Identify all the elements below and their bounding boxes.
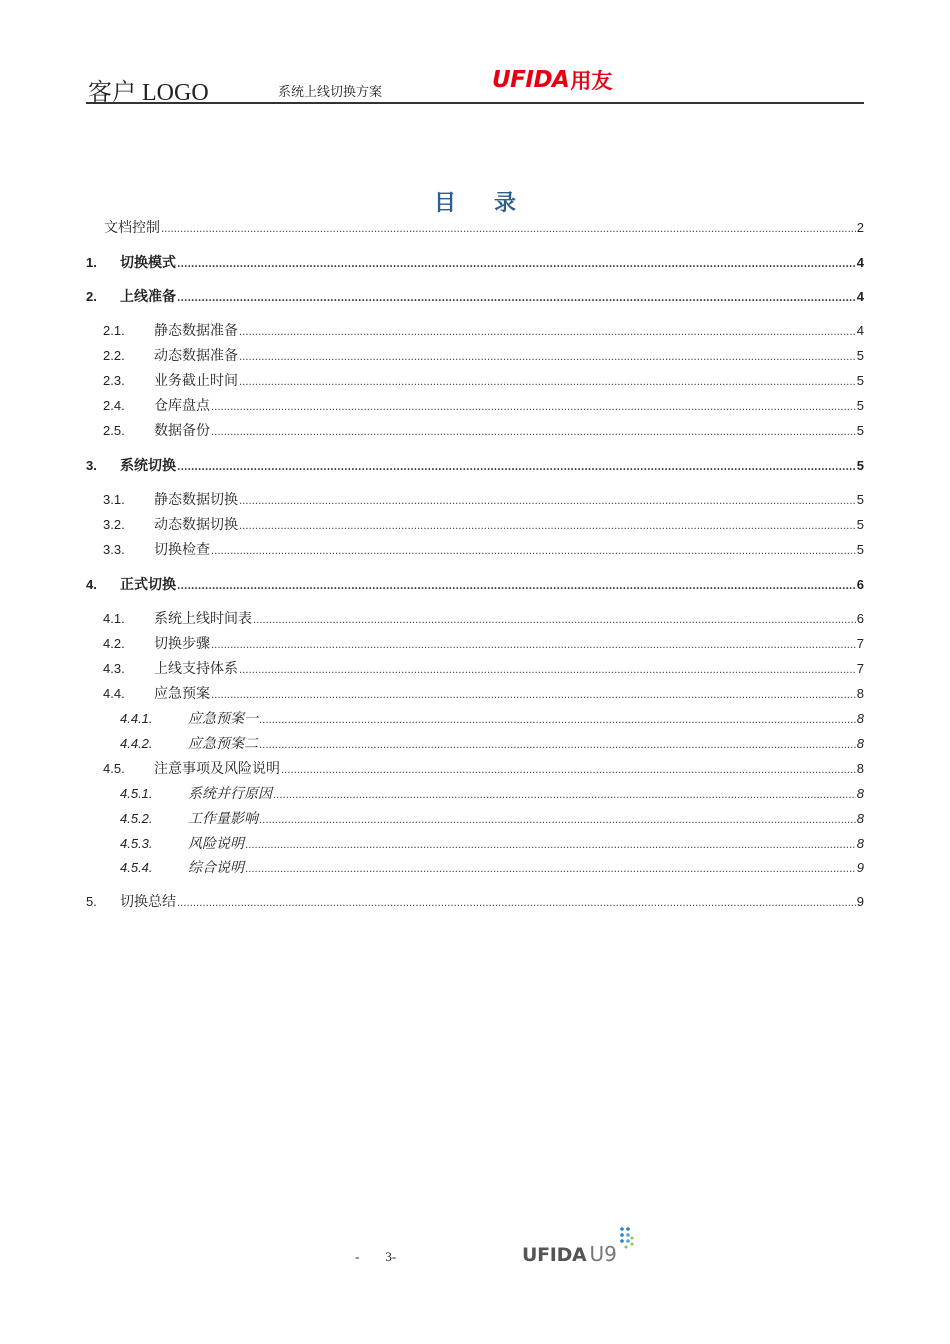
- ufida-brand-logo: [492, 66, 612, 94]
- toc-leader-dots: [253, 611, 856, 631]
- toc-entry-page: 9: [856, 894, 864, 909]
- toc-entry-page: 6: [856, 611, 864, 626]
- toc-leader-dots: [211, 398, 856, 418]
- toc-leader-dots: [239, 373, 856, 393]
- toc-entry-label: 文档控制: [104, 220, 160, 236]
- toc-entry-page: 8: [856, 761, 864, 776]
- toc-entry[interactable]: [86, 287, 864, 307]
- toc-leader-dots: [177, 894, 856, 914]
- toc-entry[interactable]: [86, 515, 864, 535]
- toc-entry-page: 5: [856, 458, 864, 473]
- toc-entry-number: 2.3.: [103, 373, 125, 388]
- toc-entry[interactable]: [86, 575, 864, 595]
- toc-entry-label: 应急预案一: [188, 711, 258, 727]
- document-title: 系统上线切换方案: [278, 85, 383, 100]
- toc-entry-page: 5: [856, 398, 864, 413]
- toc-entry-label: 上线支持体系: [154, 661, 238, 677]
- toc-entry[interactable]: [86, 659, 864, 679]
- toc-entry-page: 7: [856, 636, 864, 651]
- toc-entry-label: 动态数据准备: [154, 348, 238, 364]
- toc-entry-label: 业务截止时间: [154, 373, 238, 389]
- brand-logo-en: UFIDA: [492, 67, 570, 93]
- toc-leader-dots: [273, 786, 856, 806]
- toc-entry-number: 2.5.: [103, 423, 125, 438]
- toc-entry-number: 2.2.: [103, 348, 125, 363]
- toc-entry[interactable]: [86, 218, 864, 238]
- toc-entry-label: 系统切换: [120, 458, 176, 474]
- toc-entry-number: 4.5.4.: [120, 860, 153, 875]
- toc-entry-label: 切换步骤: [154, 636, 210, 652]
- toc-entry-number: 2.4.: [103, 398, 125, 413]
- toc-entry-page: 7: [856, 661, 864, 676]
- toc-entry-number: 3.3.: [103, 542, 125, 557]
- toc-entry-number: 5.: [86, 894, 97, 909]
- toc-entry[interactable]: [86, 490, 864, 510]
- toc-entry-number: 4.2.: [103, 636, 125, 651]
- toc-entry-label: 切换检查: [154, 542, 210, 558]
- toc-entry[interactable]: [86, 759, 864, 779]
- toc-leader-dots: [239, 348, 856, 368]
- toc-leader-dots: [211, 636, 856, 656]
- toc-entry-number: 4.4.: [103, 686, 125, 701]
- toc-entry-page: 9: [856, 860, 864, 875]
- toc-entry-page: 4: [856, 323, 864, 338]
- toc-entry-label: 应急预案二: [188, 736, 258, 752]
- toc-entry-page: 6: [856, 577, 864, 592]
- toc-entry[interactable]: [86, 858, 864, 878]
- toc-entry-number: 3.1.: [103, 492, 125, 507]
- client-logo-placeholder: 客户 LOGO: [88, 80, 209, 106]
- toc-entry-label: 切换总结: [120, 894, 176, 910]
- toc-entry[interactable]: [86, 321, 864, 341]
- toc-leader-dots: [259, 736, 856, 756]
- toc-entry[interactable]: [86, 734, 864, 754]
- toc-entry-number: 4.5.: [103, 761, 125, 776]
- footer-logo-product: U9: [589, 1242, 617, 1266]
- toc-leader-dots: [281, 761, 856, 781]
- toc-entry-page: 8: [856, 811, 864, 826]
- toc-entry[interactable]: [86, 371, 864, 391]
- toc-leader-dots: [177, 577, 856, 597]
- toc-entry-number: 4.1.: [103, 611, 125, 626]
- toc-entry-page: 8: [856, 836, 864, 851]
- toc-entry[interactable]: [86, 892, 864, 912]
- toc-leader-dots: [245, 836, 856, 856]
- toc-entry[interactable]: [86, 253, 864, 273]
- ufida-u9-logo: [522, 1226, 634, 1266]
- toc-title: 目录: [433, 190, 554, 216]
- toc-leader-dots: [177, 458, 856, 478]
- toc-entry-number: 4.5.2.: [120, 811, 153, 826]
- toc-leader-dots: [259, 811, 856, 831]
- toc-entry[interactable]: [86, 684, 864, 704]
- toc-entry-number: 4.5.1.: [120, 786, 153, 801]
- toc-leader-dots: [211, 423, 856, 443]
- toc-leader-dots: [239, 517, 856, 537]
- toc-entry-page: 8: [856, 711, 864, 726]
- toc-entry[interactable]: [86, 834, 864, 854]
- toc-entry-page: 5: [856, 423, 864, 438]
- toc-entry-page: 5: [856, 542, 864, 557]
- toc-entry[interactable]: [86, 709, 864, 729]
- toc-entry[interactable]: [86, 421, 864, 441]
- toc-entry-label: 正式切换: [120, 577, 176, 593]
- toc-entry-page: 5: [856, 348, 864, 363]
- toc-leader-dots: [239, 323, 856, 343]
- toc-entry-label: 数据备份: [154, 423, 210, 439]
- toc-entry-page: 8: [856, 686, 864, 701]
- toc-leader-dots: [177, 255, 856, 275]
- toc-entry-number: 4.4.1.: [120, 711, 153, 726]
- toc-entry-number: 4.4.2.: [120, 736, 153, 751]
- toc-entry-label: 静态数据切换: [154, 492, 238, 508]
- toc-leader-dots: [245, 860, 856, 880]
- toc-entry-label: 风险说明: [188, 836, 244, 852]
- toc-entry-page: 4: [856, 255, 864, 270]
- toc-entry-label: 系统上线时间表: [154, 611, 252, 627]
- toc-entry-page: 4: [856, 289, 864, 304]
- toc-leader-dots: [239, 492, 856, 512]
- toc-entry-number: 1.: [86, 255, 97, 270]
- toc-entry-number: 3.2.: [103, 517, 125, 532]
- toc-entry-label: 注意事项及风险说明: [154, 761, 280, 777]
- toc-entry[interactable]: [86, 609, 864, 629]
- toc-entry-label: 应急预案: [154, 686, 210, 702]
- toc-entry-page: 5: [856, 373, 864, 388]
- toc-entry-label: 动态数据切换: [154, 517, 238, 533]
- toc-leader-dots: [259, 711, 856, 731]
- toc-entry-number: 4.: [86, 577, 97, 592]
- toc-entry-label: 综合说明: [188, 860, 244, 876]
- toc-entry-page: 2: [856, 220, 864, 235]
- toc-entry[interactable]: [86, 634, 864, 654]
- toc-leader-dots: [177, 289, 856, 309]
- toc-entry-label: 仓库盘点: [154, 398, 210, 414]
- toc-entry-number: 2.1.: [103, 323, 125, 338]
- toc-leader-dots: [239, 661, 856, 681]
- toc-entry-label: 上线准备: [120, 289, 176, 305]
- toc-leader-dots: [211, 686, 856, 706]
- brand-logo-cn: 用友: [570, 69, 613, 93]
- toc-entry-page: 5: [856, 517, 864, 532]
- toc-entry-page: 8: [856, 786, 864, 801]
- page-number-value: 3-: [385, 1249, 397, 1264]
- toc-entry[interactable]: [86, 809, 864, 829]
- page-number-dash: -: [355, 1249, 360, 1264]
- page-number: [355, 1249, 396, 1265]
- footer-logo-en: UFIDA: [522, 1244, 587, 1266]
- toc-entry-number: 2.: [86, 289, 97, 304]
- toc-entry-label: 静态数据准备: [154, 323, 238, 339]
- toc-entry[interactable]: [86, 456, 864, 476]
- toc-entry-number: 3.: [86, 458, 97, 473]
- toc-entry-number: 4.3.: [103, 661, 125, 676]
- toc-entry-page: 5: [856, 492, 864, 507]
- toc-entry[interactable]: [86, 540, 864, 560]
- toc-entry-number: 4.5.3.: [120, 836, 153, 851]
- dot-matrix-icon: [618, 1226, 634, 1252]
- toc-entry-label: 工作量影响: [188, 811, 258, 827]
- toc-entry-page: 8: [856, 736, 864, 751]
- toc-entry-label: 切换模式: [120, 255, 176, 271]
- toc-entry-label: 系统并行原因: [188, 786, 272, 802]
- toc-leader-dots: [211, 542, 856, 562]
- toc-entry[interactable]: [86, 346, 864, 366]
- toc-entry[interactable]: [86, 784, 864, 804]
- page-header: [86, 66, 864, 104]
- toc-leader-dots: [161, 220, 856, 240]
- toc-entry[interactable]: [86, 396, 864, 416]
